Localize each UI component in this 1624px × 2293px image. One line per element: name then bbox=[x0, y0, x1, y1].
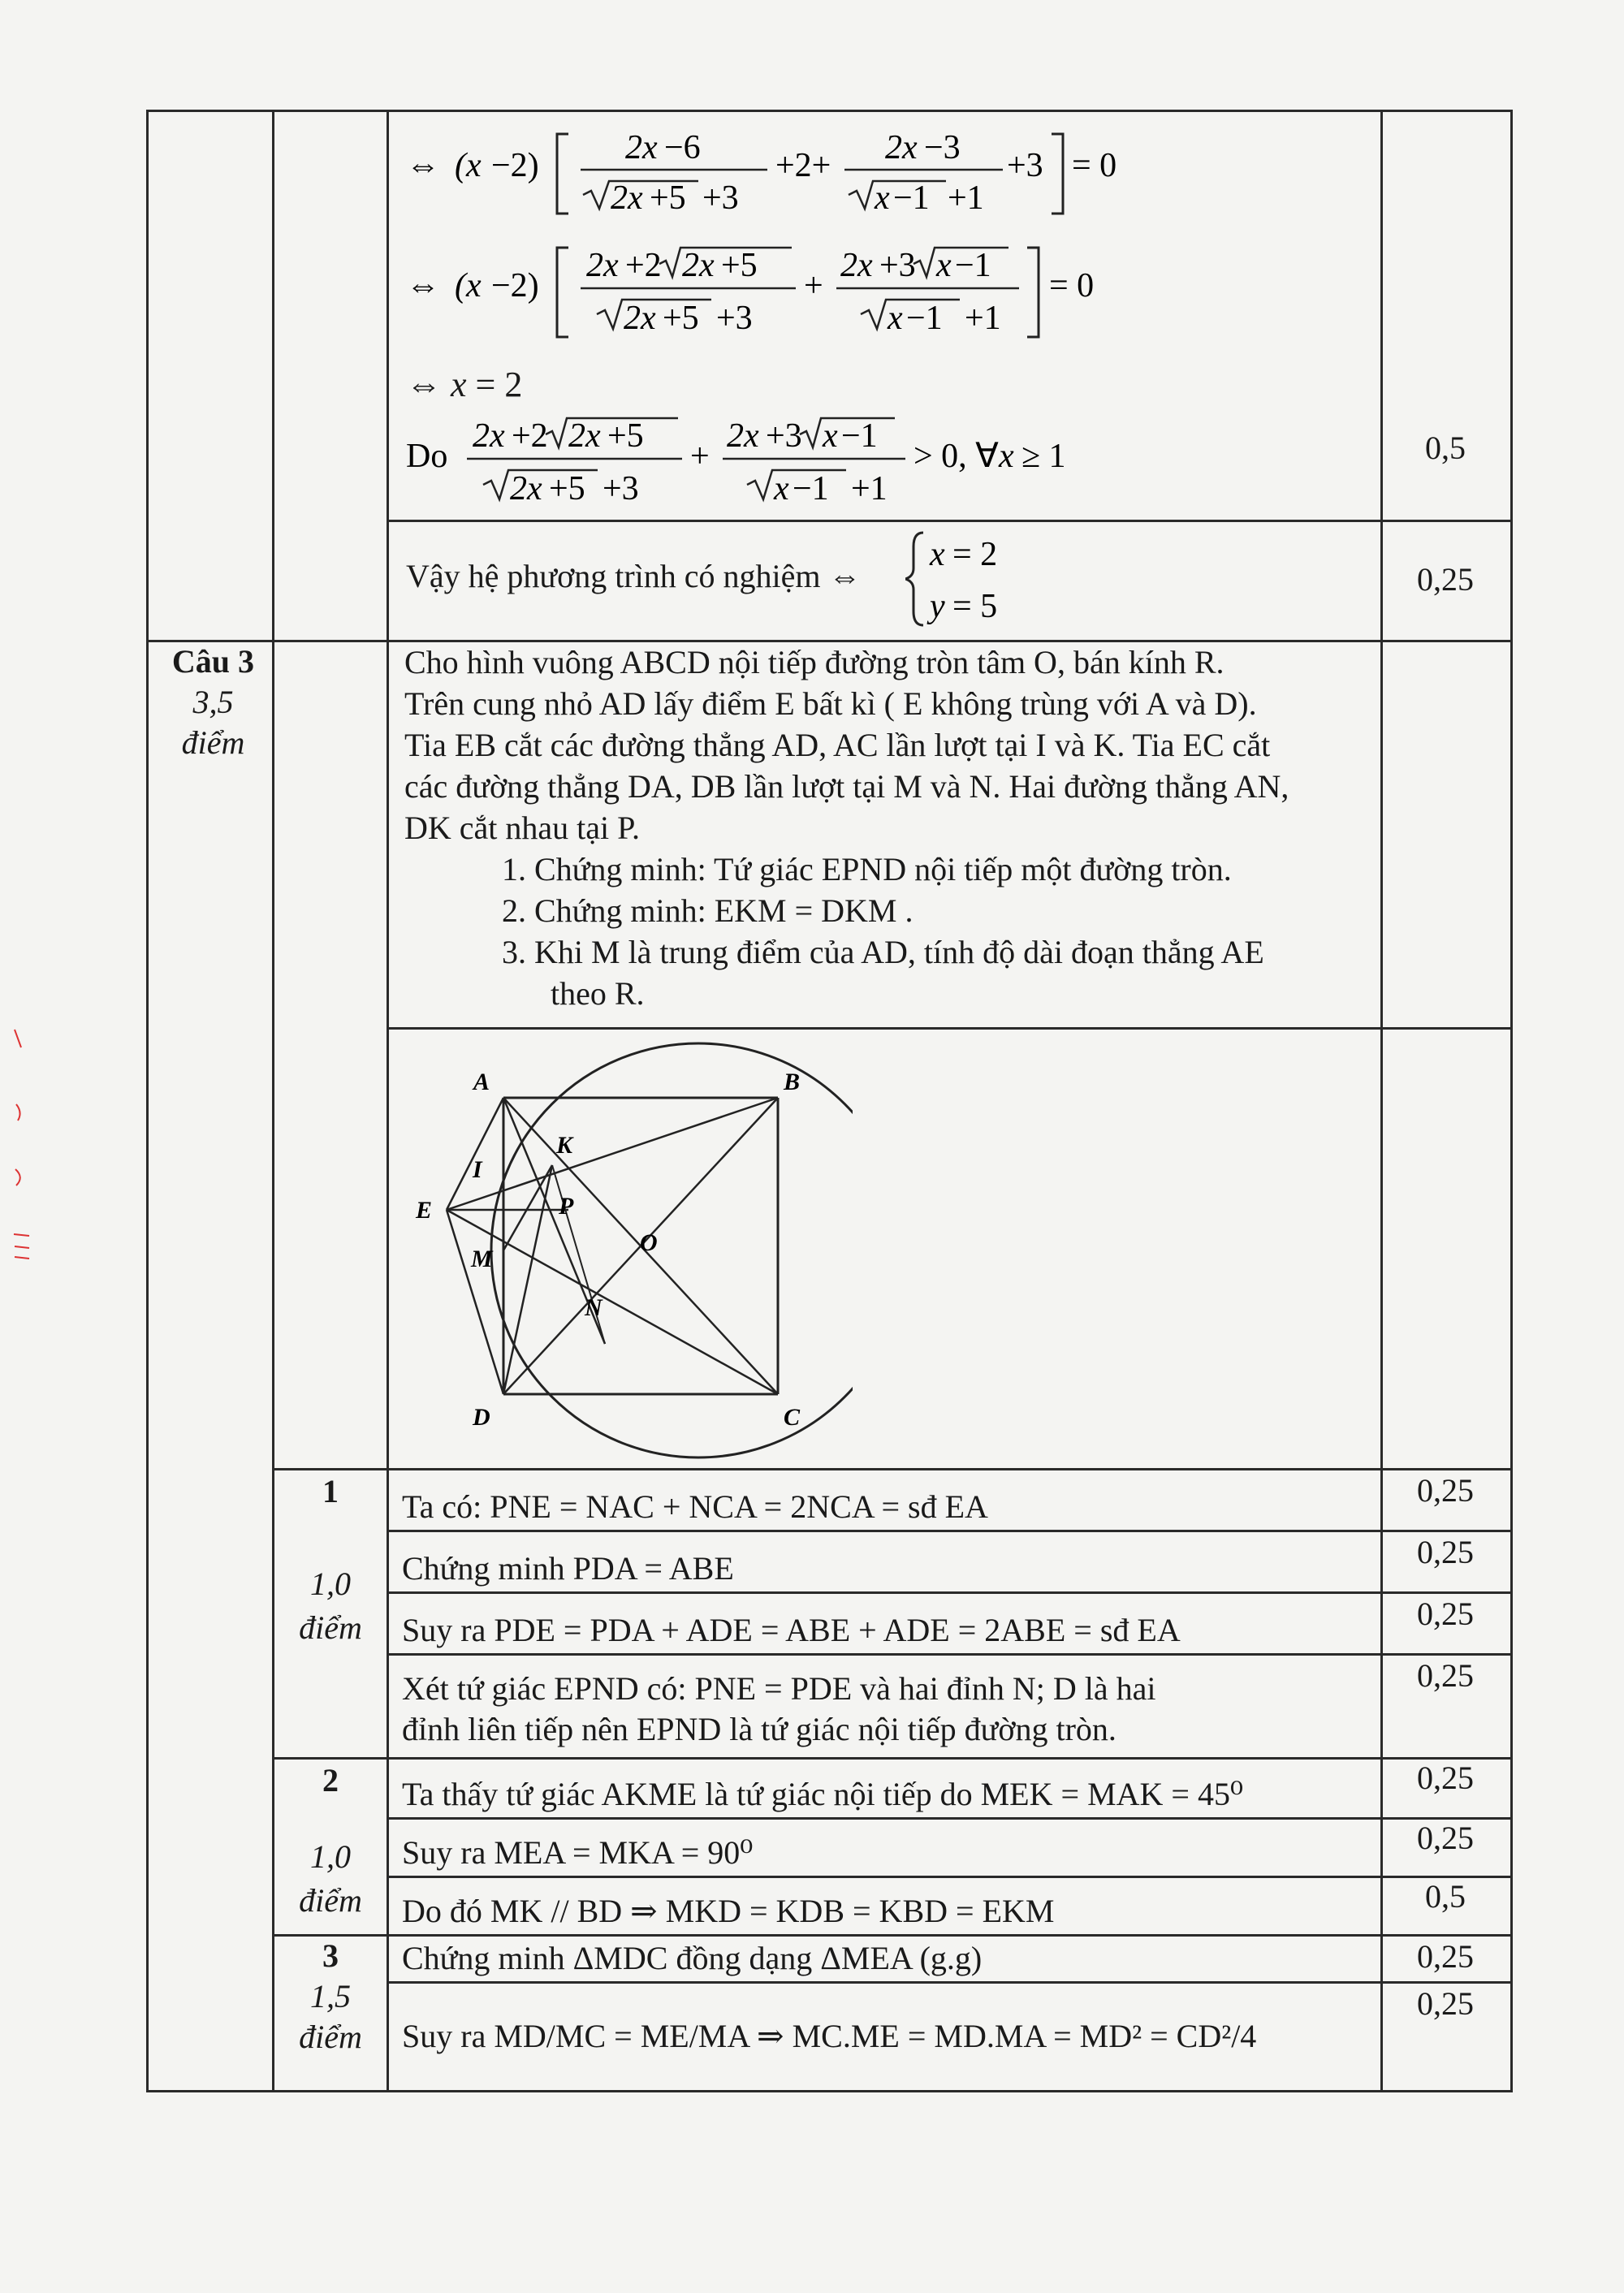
score-cell: 0,25 bbox=[1417, 1938, 1474, 1975]
score-cell: 0,25 bbox=[1417, 1657, 1474, 1694]
svg-text:−1: −1 bbox=[893, 179, 930, 217]
table-col2-border bbox=[387, 110, 389, 2091]
row-divider bbox=[272, 1757, 1513, 1760]
row-divider bbox=[387, 1653, 1513, 1656]
svg-text:+2: +2 bbox=[512, 417, 548, 455]
svg-text:2x: 2x bbox=[885, 129, 918, 166]
svg-text:x: x bbox=[875, 179, 890, 217]
svg-text:+5: +5 bbox=[721, 247, 758, 284]
svg-text:2x: 2x bbox=[611, 179, 643, 217]
svg-text:x: x bbox=[823, 417, 838, 455]
svg-text:+1: +1 bbox=[965, 300, 1001, 337]
part-points-unit: điểm bbox=[299, 1609, 362, 1646]
task-item: 3. Khi M là trung điểm của AD, tính độ dài đoạn thẳng AE bbox=[502, 934, 1264, 970]
task-item: theo R. bbox=[551, 975, 645, 1012]
svg-text:M: M bbox=[471, 1246, 493, 1272]
row-divider bbox=[387, 1027, 1513, 1030]
problem-line: DK cắt nhau tại P. bbox=[404, 810, 640, 846]
task-item: 2. Chứng minh: EKM = DKM . bbox=[502, 892, 914, 929]
svg-text:B: B bbox=[784, 1069, 801, 1095]
svg-text:= 0: = 0 bbox=[1049, 267, 1095, 304]
svg-text:⇔: ⇔ bbox=[406, 267, 440, 304]
svg-text:O: O bbox=[640, 1229, 658, 1256]
part-points: 1,0 bbox=[310, 1838, 351, 1875]
svg-text:2x: 2x bbox=[586, 247, 619, 284]
problem-line: Tia EB cắt các đường thẳng AD, AC lần lượt tại I và K. Tia EC cắt bbox=[404, 727, 1271, 763]
part-3-label bbox=[274, 1936, 387, 2058]
svg-text:+: + bbox=[690, 438, 710, 475]
svg-text:+5: +5 bbox=[650, 179, 686, 217]
svg-text:C: C bbox=[784, 1404, 801, 1431]
svg-text:x: x bbox=[930, 536, 945, 573]
row-divider bbox=[387, 1591, 1513, 1594]
score-cell: 0,25 bbox=[1417, 1472, 1474, 1509]
row-divider bbox=[387, 1981, 1513, 1984]
part1-row-continued: đỉnh liên tiếp nên EPND là tứ giác nội tiếp đường tròn. bbox=[402, 1711, 1116, 1747]
svg-text:−1: −1 bbox=[841, 417, 878, 455]
svg-text:+: + bbox=[804, 267, 823, 304]
formula-step-4 bbox=[406, 410, 1137, 520]
svg-text:2x: 2x bbox=[682, 247, 715, 284]
part-1-label bbox=[274, 1470, 387, 1650]
geometry-figure bbox=[398, 1031, 853, 1466]
svg-text:N: N bbox=[585, 1294, 603, 1321]
svg-text:D: D bbox=[473, 1404, 490, 1431]
svg-text:+3: +3 bbox=[603, 470, 639, 507]
svg-text:2x: 2x bbox=[624, 300, 656, 337]
part3-row: Chứng minh ΔMDC đồng dạng ΔMEA (g.g) bbox=[402, 1940, 983, 1976]
svg-text:x: x bbox=[999, 438, 1014, 475]
part1-row: Xét tứ giác EPND có: PNE = PDE và hai đỉnh N; D là hai bbox=[402, 1670, 1156, 1707]
svg-text:+5: +5 bbox=[607, 417, 644, 455]
task-item: 1. Chứng minh: Tứ giác EPND nội tiếp một đường tròn. bbox=[502, 851, 1232, 887]
margin-red-mark bbox=[11, 1023, 32, 1283]
svg-text:A: A bbox=[473, 1069, 490, 1095]
svg-text:> 0, ∀: > 0, ∀ bbox=[914, 438, 999, 475]
svg-text:−1: −1 bbox=[955, 247, 991, 284]
svg-text:+5: +5 bbox=[663, 300, 699, 337]
svg-text:(x: (x bbox=[455, 267, 482, 304]
svg-text:+2: +2 bbox=[625, 247, 662, 284]
svg-text:−1: −1 bbox=[793, 470, 829, 507]
conclusion-text: Vậy hệ phương trình có nghiệm ⇔ bbox=[406, 558, 862, 594]
svg-text:2x: 2x bbox=[727, 417, 759, 455]
svg-text:2x: 2x bbox=[840, 247, 873, 284]
svg-text:Do: Do bbox=[406, 438, 448, 475]
problem-line: Trên cung nhỏ AD lấy điểm E bất kì ( E không trùng với A và D). bbox=[404, 685, 1257, 722]
row-divider bbox=[387, 1876, 1513, 1878]
svg-text:y: y bbox=[930, 588, 945, 625]
score-cell: 0,25 bbox=[1417, 1760, 1474, 1796]
row-divider bbox=[387, 1817, 1513, 1820]
problem-statement bbox=[404, 641, 1371, 1014]
svg-text:+3: +3 bbox=[716, 300, 753, 337]
svg-text:K: K bbox=[556, 1132, 573, 1159]
part-points: 1,0 bbox=[310, 1565, 351, 1602]
part1-row: Suy ra PDE = PDA + ADE = ABE + ADE = 2ABE = sđ EA bbox=[402, 1612, 1181, 1648]
svg-text:−2): −2) bbox=[491, 267, 539, 304]
svg-text:= 0: = 0 bbox=[1072, 147, 1117, 184]
score-cell: 0,25 bbox=[1417, 1534, 1474, 1570]
question-points-unit: điểm bbox=[181, 724, 245, 761]
svg-text:+3: +3 bbox=[702, 179, 739, 217]
part3-row: Suy ra MD/MC = ME/MA ⇒ MC.ME = MD.MA = MD² = CD²/4 bbox=[402, 2018, 1257, 2054]
svg-text:−2): −2) bbox=[491, 147, 539, 184]
part1-row: Chứng minh PDA = ABE bbox=[402, 1550, 734, 1587]
svg-text:+5: +5 bbox=[549, 470, 585, 507]
svg-text:E: E bbox=[416, 1197, 433, 1224]
svg-text:−6: −6 bbox=[664, 129, 701, 166]
svg-text:I: I bbox=[473, 1156, 482, 1183]
part-number: 3 bbox=[322, 1937, 339, 1974]
table-bottom-border bbox=[146, 2090, 1513, 2092]
formula-step-1 bbox=[406, 118, 1137, 227]
part-points: 1,5 bbox=[310, 1978, 351, 2014]
problem-line: các đường thẳng DA, DB lần lượt tại M và N. Hai đường thẳng AN, bbox=[404, 768, 1289, 805]
row-divider bbox=[387, 520, 1513, 522]
score-cell: 0,25 bbox=[1417, 1820, 1474, 1856]
svg-text:(x: (x bbox=[455, 147, 482, 184]
question-points: 3,5 bbox=[192, 684, 234, 720]
svg-text:+1: +1 bbox=[948, 179, 984, 217]
square-abcd bbox=[503, 1098, 853, 1397]
score-cell: 0,25 bbox=[1417, 561, 1474, 598]
svg-text:≥ 1: ≥ 1 bbox=[1021, 438, 1066, 475]
part2-row: Do đó MK // BD ⇒ MKD = KDB = KBD = EKM bbox=[402, 1893, 1055, 1929]
part-points-unit: điểm bbox=[299, 2019, 362, 2055]
score-cell: 0,5 bbox=[1425, 1878, 1466, 1915]
svg-text:+3: +3 bbox=[766, 417, 802, 455]
svg-text:+3: +3 bbox=[1007, 147, 1043, 184]
part-points-unit: điểm bbox=[299, 1882, 362, 1919]
table-top-border bbox=[146, 110, 1513, 112]
svg-text:+2+: +2+ bbox=[775, 147, 831, 184]
svg-text:−1: −1 bbox=[906, 300, 943, 337]
svg-text:= 5: = 5 bbox=[952, 588, 998, 625]
svg-text:−3: −3 bbox=[924, 129, 961, 166]
question-label bbox=[154, 641, 272, 763]
score-cell: 0,5 bbox=[1425, 430, 1466, 466]
svg-text:x: x bbox=[774, 470, 789, 507]
part2-row: Ta thấy tứ giác AKME là tứ giác nội tiếp do MEK = MAK = 45⁰ bbox=[402, 1776, 1243, 1812]
svg-text:x: x bbox=[936, 247, 952, 284]
svg-text:+1: +1 bbox=[851, 470, 888, 507]
question-title: Câu 3 bbox=[171, 643, 255, 680]
part2-row: Suy ra MEA = MKA = 90⁰ bbox=[402, 1834, 754, 1871]
svg-text:x: x bbox=[888, 300, 903, 337]
system-solution bbox=[905, 526, 1019, 636]
svg-text:2x: 2x bbox=[473, 417, 505, 455]
score-cell: 0,25 bbox=[1417, 1985, 1474, 2022]
part-number: 2 bbox=[322, 1762, 339, 1799]
part1-row: Ta có: PNE = NAC + NCA = 2NCA = sđ EA bbox=[402, 1488, 988, 1525]
part-number: 1 bbox=[322, 1473, 339, 1509]
row-divider bbox=[272, 1468, 1513, 1470]
svg-text:2x: 2x bbox=[625, 129, 658, 166]
formula-step-3: ⇔ x = 2 bbox=[406, 365, 523, 404]
score-cell: 0,25 bbox=[1417, 1596, 1474, 1632]
svg-text:2x: 2x bbox=[510, 470, 542, 507]
part-2-label bbox=[274, 1759, 387, 1923]
problem-line: Cho hình vuông ABCD nội tiếp đường tròn tâm O, bán kính R. bbox=[404, 644, 1224, 680]
row-divider bbox=[272, 1934, 1513, 1937]
svg-text:P: P bbox=[559, 1193, 574, 1220]
svg-text:+3: +3 bbox=[879, 247, 916, 284]
table-left-border bbox=[146, 110, 149, 2091]
formula-step-2 bbox=[406, 231, 1137, 353]
svg-text:⇔: ⇔ bbox=[406, 147, 440, 184]
row-divider bbox=[387, 1530, 1513, 1532]
svg-text:2x: 2x bbox=[568, 417, 601, 455]
svg-text:= 2: = 2 bbox=[952, 536, 998, 573]
table-right-border bbox=[1510, 110, 1513, 2091]
